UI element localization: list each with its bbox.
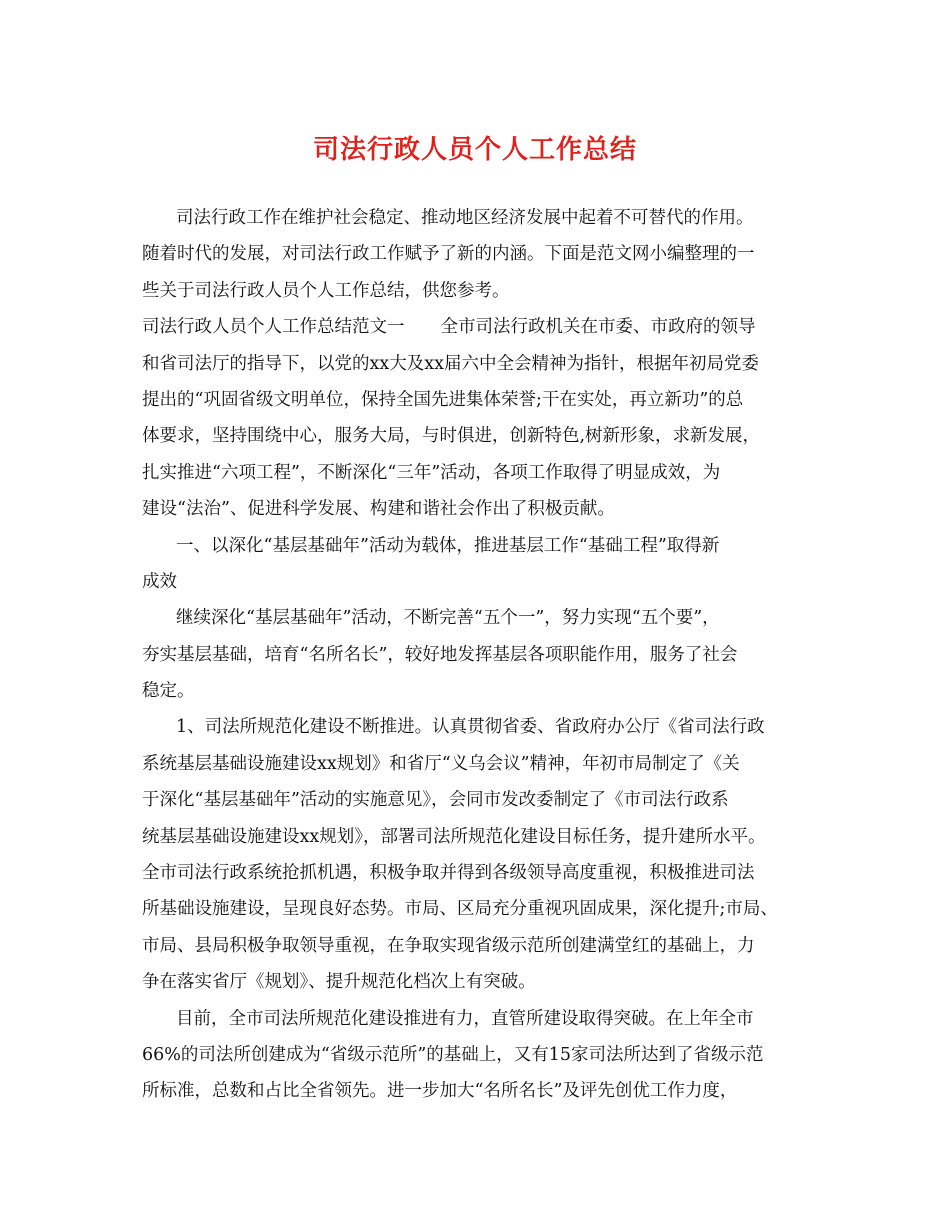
paragraph-line: 全市司法行政系统抢抓机遇，积极争取并得到各级领导高度重视，积极推进司法 [142, 863, 755, 884]
paragraph-line: 所基础设施建设，呈现良好态势。市局、区局充分重视巩固成果，深化提升;市局、 [142, 899, 778, 920]
paragraph-line: 随着时代的发展，对司法行政工作赋予了新的内涵。下面是范文网小编整理的一 [142, 244, 755, 265]
document-title: 司法行政人员个人工作总结 [312, 135, 637, 165]
paragraph-line: 成效 [142, 571, 177, 592]
paragraph-line: 和省司法厅的指导下，以党的xx大及xx届六中全会精神为指针，根据年初局党委 [142, 353, 759, 374]
paragraph-line [142, 309, 810, 345]
paragraph-line: 扎实推进“六项工程”，不断深化“三年”活动，各项工作取得了明显成效，为 [142, 462, 721, 483]
paragraph-line: 夯实基层基础，培育“名所名长”，较好地发挥基层各项职能作用，服务了社会 [142, 644, 738, 665]
paragraph-line: 争在落实省厅《规划》、提升规范化档次上有突破。 [142, 972, 536, 993]
paragraph-line: 体要求，坚持围绕中心，服务大局，与时俱进，创新特色,树新形象，求新发展， [142, 426, 761, 447]
paragraph-line: 统基层基础设施建设xx规划》，部署司法所规范化建设目标任务，提升建所水平。 [142, 826, 766, 847]
paragraph-line: 继续深化“基层基础年”活动，不断完善“五个一”，努力实现“五个要”， [176, 608, 720, 629]
paragraph-line: 系统基层基础设施建设xx规划》和省厅“义乌会议”精神，年初市局制定了《关 [142, 753, 740, 774]
paragraph-line: 于深化“基层基础年”活动的实施意见》，会同市发改委制定了《市司法行政系 [142, 790, 729, 811]
section-heading: 司法行政人员个人工作总结范文一 [142, 317, 405, 338]
document-body [142, 200, 810, 1110]
paragraph-line: 市局、县局积极争取领导重视，在争取实现省级示范所创建满堂红的基础上，力 [142, 935, 755, 956]
paragraph-line: 所标准，总数和占比全省领先。进一步加大“名所名长”及评先创优工作力度， [142, 1081, 738, 1102]
paragraph-line: 些关于司法行政人员个人工作总结，供您参考。 [142, 280, 510, 301]
paragraph-line: 提出的“巩固省级文明单位，保持全国先进集体荣誉;干在实处，再立新功”的总 [142, 389, 744, 410]
paragraph-line: 建设“法治”、促进科学发展、构建和谐社会作出了积极贡献。 [142, 499, 615, 520]
paragraph-line: 66%的司法所创建成为“省级示范所”的基础上，又有15家司法所达到了省级示范 [142, 1044, 764, 1065]
paragraph-line: 稳定。 [142, 681, 195, 702]
paragraph-line: 目前，全市司法所规范化建设推进有力，直管所建设取得突破。在上年全市 [176, 1008, 754, 1029]
paragraph-line: 1、司法所规范化建设不断推进。认真贯彻省委、省政府办公厅《省司法行政 [176, 717, 765, 738]
paragraph-line: 一、以深化“基层基础年”活动为载体，推进基层工作“基础工程”取得新 [176, 535, 720, 556]
paragraph-text: 全市司法行政机关在市委、市政府的领导 [440, 317, 756, 338]
paragraph-line: 司法行政工作在维护社会稳定、推动地区经济发展中起着不可替代的作用。 [176, 208, 754, 228]
